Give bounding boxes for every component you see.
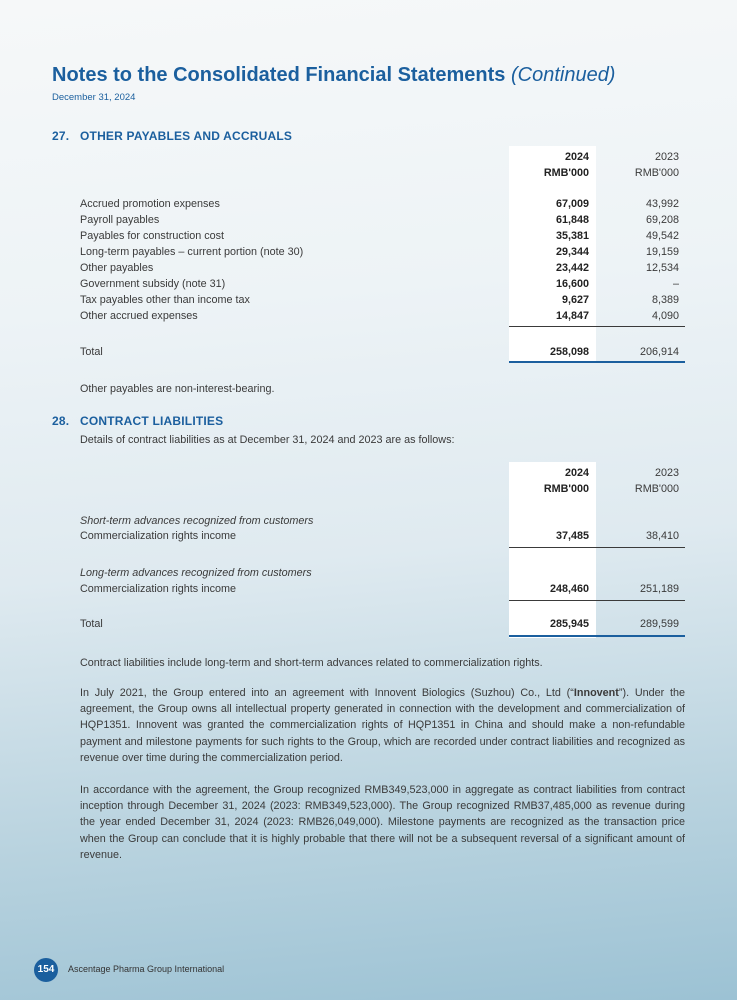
table-row: [80, 310, 685, 326]
table-total-row: [80, 618, 685, 634]
row-value-2024: 35,381: [555, 230, 589, 242]
total-label: Total: [80, 618, 103, 630]
table-row: [80, 278, 685, 294]
section-title: OTHER PAYABLES AND ACCRUALS: [80, 129, 293, 143]
title-text: Notes to the Consolidated Financial Statements: [52, 64, 506, 86]
table-row: [80, 262, 685, 278]
page-title: [52, 64, 615, 87]
table-27-header-2023-unit: RMB'000: [634, 167, 679, 179]
row-value-2023: 49,542: [645, 230, 679, 242]
table-28-total-rule: [509, 635, 685, 637]
table-row: [80, 583, 685, 599]
footer-company: Ascentage Pharma Group International: [68, 964, 225, 974]
title-continued: (Continued): [510, 64, 616, 86]
row-label: Commercialization rights income: [80, 530, 237, 542]
row-value-2023: 43,992: [645, 198, 679, 210]
row-label: Other accrued expenses: [80, 310, 198, 322]
row-value-2024: 248,460: [549, 583, 589, 595]
row-value-2024: 23,442: [555, 262, 589, 274]
row-value-2023: 251,189: [639, 583, 679, 595]
innovent-bold: Innovent: [573, 687, 619, 699]
table-total-row: [80, 346, 685, 362]
table-27-total-rule: [509, 361, 685, 363]
row-value-2023: –: [672, 278, 679, 290]
row-value-2024: 29,344: [555, 246, 589, 258]
table-27-header-2023-year: 2023: [654, 151, 679, 163]
page-number-badge: 154: [34, 958, 58, 982]
row-value-2024: 37,485: [555, 530, 589, 542]
row-label: Commercialization rights income: [80, 583, 237, 595]
row-label: Tax payables other than income tax: [80, 294, 250, 306]
total-value-2024: 258,098: [549, 346, 589, 358]
row-label: Accrued promotion expenses: [80, 198, 220, 210]
paragraph-1: Contract liabilities include long-term and short-term advances related to commercialization rights.: [80, 657, 543, 669]
table-row: [80, 198, 685, 214]
row-value-2023: 12,534: [645, 262, 679, 274]
row-value-2024: 67,009: [555, 198, 589, 210]
table-row: [80, 294, 685, 310]
table-28-header-2023-year: 2023: [654, 467, 679, 479]
total-value-2023: 289,599: [639, 618, 679, 630]
short-term-heading: Short-term advances recognized from customers: [80, 515, 314, 527]
total-value-2024: 285,945: [549, 618, 589, 630]
paragraph-3: In accordance with the agreement, the Group recognized RMB349,523,000 in aggregate as contract liabilities from contract inception through December 31, 2024 (2023: RMB349,523,000). The Group recognized RMB37,485,000 as revenue during the year ended December 31, 2024 (2023: RMB26,049,000). Milestone payments are recognized as the transaction price when the Group can conclude that it is highly probable that there will not be a subsequent reversal of a significant amount of revenue.: [80, 784, 685, 861]
row-value-2023: 19,159: [645, 246, 679, 258]
row-value-2024: 16,600: [555, 278, 589, 290]
section-number: 28.: [52, 414, 70, 428]
short-term-rule: [509, 547, 685, 548]
table-27-header-2024-unit: RMB'000: [543, 167, 589, 179]
row-label: Long-term payables – current portion (note 30): [80, 246, 304, 258]
row-label: Payables for construction cost: [80, 230, 225, 242]
table-row: [80, 214, 685, 230]
paragraph-2-start: In July 2021, the Group entered into an agreement with Innovent Biologics (Suzhou) Co., Ltd (“: [80, 687, 574, 699]
row-value-2024: 61,848: [555, 214, 589, 226]
paragraph-2-end: ”). Under the agreement, the Group owns all intellectual property generated in connection with the development and commercialization of HQP1351. Innovent was granted the commercialization rights of HQP1351 in China and should make a non-refundable payment and milestone payments for such rights to the Group, which are recorded under contract liabilities and recognized as revenue over time during the commercialization period.: [80, 687, 686, 764]
table-28-header-2024-unit: RMB'000: [543, 483, 589, 495]
row-value-2023: 38,410: [645, 530, 679, 542]
table-28-header-2024-year: 2024: [564, 467, 589, 479]
row-value-2024: 9,627: [561, 294, 589, 306]
long-term-heading: Long-term advances recognized from customers: [80, 567, 312, 579]
section-27-note: Other payables are non-interest-bearing.: [80, 383, 275, 395]
row-value-2023: 69,208: [645, 214, 679, 226]
table-row: [80, 230, 685, 246]
row-label: Other payables: [80, 262, 154, 274]
row-value-2023: 4,090: [651, 310, 679, 322]
table-27-header-2024-year: 2024: [564, 151, 589, 163]
paragraph-2: [80, 685, 685, 766]
section-number: 27.: [52, 129, 70, 143]
row-value-2023: 8,389: [651, 294, 679, 306]
table-row: [80, 246, 685, 262]
section-27-heading: [52, 129, 292, 143]
section-28-intro: Details of contract liabilities as at December 31, 2024 and 2023 are as follows:: [80, 434, 455, 446]
long-term-rule: [509, 600, 685, 601]
section-title: CONTRACT LIABILITIES: [80, 414, 224, 428]
section-28-heading: [52, 414, 223, 428]
row-value-2024: 14,847: [555, 310, 589, 322]
total-value-2023: 206,914: [639, 346, 679, 358]
row-label: Government subsidy (note 31): [80, 278, 226, 290]
table-row: [80, 530, 685, 546]
table-28-header-2023-unit: RMB'000: [634, 483, 679, 495]
row-label: Payroll payables: [80, 214, 160, 226]
total-label: Total: [80, 346, 103, 358]
table-27-subtotal-rule: [509, 326, 685, 327]
page-date: December 31, 2024: [52, 92, 136, 103]
